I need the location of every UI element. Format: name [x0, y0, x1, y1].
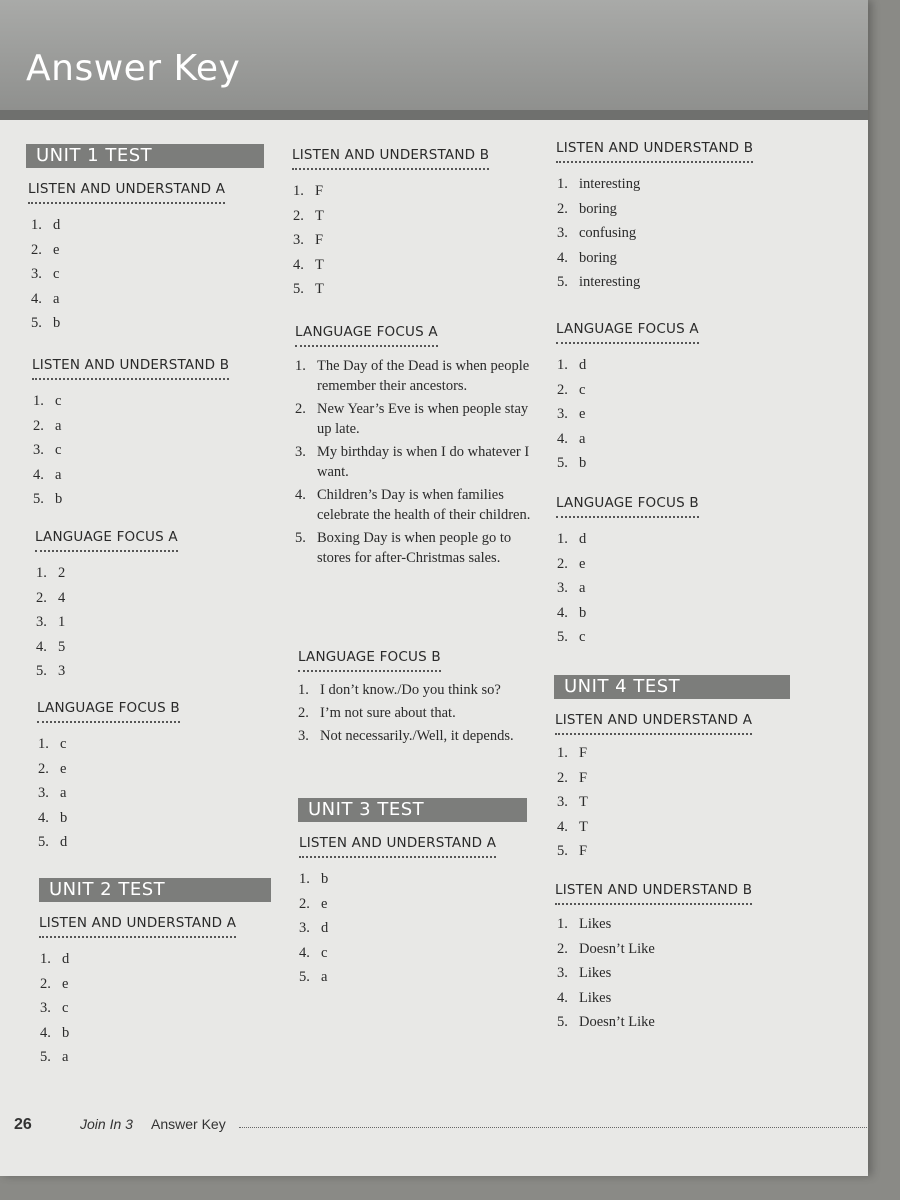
answer-item [298, 680, 534, 700]
unit-1-header: UNIT 1 TEST [26, 144, 264, 168]
answer-list [295, 356, 531, 568]
answer-text: c [53, 266, 60, 282]
answer-text: b [62, 1024, 70, 1041]
answer-item [557, 246, 753, 271]
answer-item [557, 427, 699, 452]
answer-item [293, 179, 489, 204]
answer-number: 3. [557, 225, 568, 241]
answer-item [557, 790, 752, 815]
answer-item [557, 937, 752, 962]
unit-4-listen-b [555, 881, 752, 1035]
answer-number: 2. [299, 895, 310, 912]
answer-number: 3. [298, 728, 309, 744]
answer-item [31, 262, 225, 287]
answer-text: d [60, 834, 68, 850]
answer-number: 1. [557, 531, 568, 547]
answer-item [557, 961, 752, 986]
unit-2-listen-a [39, 914, 236, 1070]
section-title: LISTEN AND UNDERSTAND A [39, 915, 236, 938]
answer-item [40, 1045, 236, 1070]
answer-item [295, 356, 531, 396]
answer-text: T [315, 207, 324, 224]
answer-number: 1. [557, 176, 568, 192]
answer-item [299, 965, 496, 990]
answer-item [295, 442, 531, 482]
unit-1-listen-a [28, 180, 225, 336]
answer-item [557, 270, 753, 295]
answer-text: New Year’s Eve is when people stay up late. [317, 401, 529, 437]
answer-number: 4. [557, 430, 568, 447]
unit-3-listen-a [299, 834, 496, 990]
answer-text: b [579, 455, 587, 471]
answer-text: a [579, 430, 586, 447]
answer-text: b [579, 604, 587, 621]
answer-item [36, 586, 178, 611]
section-title: LISTEN AND UNDERSTAND B [32, 357, 229, 380]
answer-text: Not necessarily./Well, it depends. [320, 728, 514, 744]
unit-3-language-b [556, 494, 699, 650]
answer-text: interesting [579, 176, 641, 192]
page-footer [14, 1114, 868, 1138]
answer-item [557, 741, 752, 766]
answer-number: 2. [557, 381, 568, 398]
answer-item [33, 414, 229, 439]
answer-item [33, 463, 229, 488]
answer-number: 1. [299, 871, 310, 887]
answer-text: 1 [58, 614, 66, 630]
answer-item [40, 972, 236, 997]
unit-3-header-wrap [298, 798, 527, 822]
answer-text: F [315, 232, 324, 248]
answer-item [38, 732, 180, 757]
answer-list [557, 353, 699, 476]
answer-number: 2. [557, 769, 568, 786]
section-title: LANGUAGE FOCUS A [295, 324, 438, 347]
answer-list [38, 732, 180, 855]
answer-item [293, 253, 489, 278]
answer-number: 5. [557, 1014, 568, 1030]
answer-item [36, 635, 178, 660]
answer-item [557, 576, 699, 601]
answer-text: d [579, 357, 587, 373]
answer-item [557, 601, 699, 626]
answer-text: F [579, 745, 588, 761]
answer-text: boring [579, 200, 617, 217]
answer-text: 2 [58, 565, 66, 581]
section-title: LISTEN AND UNDERSTAND A [299, 835, 496, 858]
answer-number: 4. [38, 809, 49, 826]
answer-item [299, 916, 496, 941]
answer-number: 4. [299, 944, 310, 961]
unit-1-header-wrap [26, 144, 264, 168]
answer-list [299, 867, 496, 990]
answer-text: Doesn’t Like [579, 940, 655, 957]
answer-list [557, 912, 752, 1035]
answer-text: 4 [58, 589, 66, 606]
answer-number: 2. [293, 207, 304, 224]
answer-number: 1. [557, 357, 568, 373]
section-title: LISTEN AND UNDERSTAND B [292, 147, 489, 170]
answer-text: Doesn’t Like [579, 1014, 655, 1030]
answer-item [557, 839, 752, 864]
answer-item [557, 172, 753, 197]
section-title: LANGUAGE FOCUS A [556, 321, 699, 344]
answer-text: F [579, 769, 588, 786]
answer-item [293, 277, 489, 302]
answer-number: 5. [31, 315, 42, 331]
answer-list [36, 561, 178, 684]
answer-number: 5. [38, 834, 49, 850]
answer-number: 2. [298, 705, 309, 721]
answer-list [557, 172, 753, 295]
answer-text: 3 [58, 663, 66, 679]
answer-item [38, 830, 180, 855]
answer-item [295, 528, 531, 568]
answer-number: 3. [31, 266, 42, 282]
answer-number: 2. [40, 975, 51, 992]
answer-text: Children’s Day is when families celebrate the health of their children. [317, 487, 531, 523]
section-title: LANGUAGE FOCUS B [37, 700, 180, 723]
answer-item [293, 204, 489, 229]
answer-text: e [579, 555, 586, 572]
answer-number: 3. [299, 920, 310, 936]
answer-number: 4. [36, 638, 47, 655]
answer-number: 2. [557, 200, 568, 217]
answer-item [557, 197, 753, 222]
answer-number: 5. [36, 663, 47, 679]
banner-stripe [0, 110, 868, 120]
answer-text: The Day of the Dead is when people remember their ancestors. [317, 358, 530, 394]
unit-4-header-wrap [554, 675, 790, 699]
answer-text: b [53, 315, 61, 331]
answer-number: 1. [31, 217, 42, 233]
answer-text: c [321, 944, 328, 961]
answer-text: c [579, 629, 586, 645]
answer-text: F [315, 183, 324, 199]
answer-item [293, 228, 489, 253]
answer-number: 3. [557, 406, 568, 422]
answer-number: 2. [557, 555, 568, 572]
answer-number: 3. [293, 232, 304, 248]
answer-text: e [60, 760, 67, 777]
answer-text: Likes [579, 989, 612, 1006]
answer-number: 5. [293, 281, 304, 297]
title-banner [0, 0, 868, 110]
answer-text: d [579, 531, 587, 547]
answer-text: I’m not sure about that. [320, 705, 456, 721]
answer-item [557, 625, 699, 650]
answer-text: c [55, 442, 62, 458]
answer-number: 3. [38, 785, 49, 801]
answer-item [38, 781, 180, 806]
answer-number: 3. [557, 965, 568, 981]
answer-text: d [321, 920, 329, 936]
answer-text: e [321, 895, 328, 912]
answer-number: 4. [557, 604, 568, 621]
answer-number: 1. [33, 393, 44, 409]
answer-item [557, 221, 753, 246]
answer-number: 5. [557, 629, 568, 645]
answer-number: 1. [298, 682, 309, 698]
answer-item [557, 815, 752, 840]
answer-item [299, 941, 496, 966]
answer-number: 3. [36, 614, 47, 630]
answer-text: e [62, 975, 69, 992]
answer-text: 5 [58, 638, 66, 655]
answer-text: c [55, 393, 62, 409]
answer-text: T [315, 256, 324, 273]
answer-text: e [579, 406, 586, 422]
answer-item [557, 451, 699, 476]
footer-label: Answer Key [151, 1116, 226, 1132]
footer-dotted-rule [239, 1127, 868, 1128]
answer-number: 2. [38, 760, 49, 777]
answer-number: 5. [299, 969, 310, 985]
answer-number: 1. [36, 565, 47, 581]
answer-item [557, 766, 752, 791]
answer-list [557, 741, 752, 864]
unit-1-language-b [37, 699, 180, 855]
answer-number: 2. [33, 417, 44, 434]
unit-2-header-wrap [39, 878, 271, 902]
answer-item [557, 378, 699, 403]
answer-text: T [315, 281, 324, 297]
answer-item [36, 659, 178, 684]
answer-text: Likes [579, 965, 612, 981]
unit-2-listen-b [292, 146, 489, 302]
answer-text: F [579, 843, 588, 859]
answer-number: 1. [293, 183, 304, 199]
answer-item [40, 996, 236, 1021]
unit-1-language-a [35, 528, 178, 684]
section-title: LANGUAGE FOCUS B [298, 649, 441, 672]
answer-item [38, 806, 180, 831]
answer-text: a [55, 466, 62, 483]
unit-2-language-a [295, 323, 531, 571]
answer-text: a [62, 1049, 69, 1065]
answer-text: a [55, 417, 62, 434]
answer-number: 4. [557, 818, 568, 835]
answer-text: d [53, 217, 61, 233]
page-title: Answer Key [26, 48, 241, 89]
answer-list [557, 527, 699, 650]
unit-3-listen-b [556, 139, 753, 295]
answer-number: 1. [557, 916, 568, 932]
answer-text: c [60, 736, 67, 752]
answer-text: a [321, 969, 328, 985]
answer-item [40, 947, 236, 972]
answer-item [557, 402, 699, 427]
answer-number: 5. [557, 274, 568, 290]
answer-text: T [579, 818, 588, 835]
answer-number: 4. [557, 249, 568, 266]
answer-item [557, 527, 699, 552]
answer-list [293, 179, 489, 302]
section-title: LISTEN AND UNDERSTAND B [556, 140, 753, 163]
answer-number: 2. [557, 940, 568, 957]
answer-number: 3. [295, 444, 306, 460]
answer-item [557, 912, 752, 937]
answer-number: 1. [295, 358, 306, 374]
answer-item [33, 487, 229, 512]
answer-item [33, 389, 229, 414]
answer-text: b [321, 871, 329, 887]
unit-1-listen-b [32, 356, 229, 512]
unit-2-header: UNIT 2 TEST [39, 878, 271, 902]
answer-text: e [53, 241, 60, 258]
answer-number: 4. [31, 290, 42, 307]
section-title: LISTEN AND UNDERSTAND B [555, 882, 752, 905]
answer-number: 4. [557, 989, 568, 1006]
answer-number: 3. [557, 794, 568, 810]
answer-number: 4. [40, 1024, 51, 1041]
answer-number: 4. [293, 256, 304, 273]
unit-4-listen-a [555, 711, 752, 864]
answer-number: 2. [36, 589, 47, 606]
answer-list [31, 213, 225, 336]
answer-number: 1. [38, 736, 49, 752]
answer-list [40, 947, 236, 1070]
answer-item [295, 485, 531, 525]
answer-number: 5. [557, 455, 568, 471]
page-number: 26 [14, 1116, 32, 1133]
answer-text: interesting [579, 274, 641, 290]
answer-number: 3. [40, 1000, 51, 1016]
answer-item [557, 986, 752, 1011]
answer-item [38, 757, 180, 782]
answer-text: T [579, 794, 588, 810]
answer-item [36, 610, 178, 635]
answer-number: 2. [31, 241, 42, 258]
answer-number: 2. [295, 401, 306, 417]
answer-number: 5. [40, 1049, 51, 1065]
answer-number: 3. [33, 442, 44, 458]
answer-number: 4. [33, 466, 44, 483]
answer-item [557, 353, 699, 378]
answer-number: 5. [557, 843, 568, 859]
answer-number: 3. [557, 580, 568, 596]
answer-item [33, 438, 229, 463]
section-title: LISTEN AND UNDERSTAND A [28, 181, 225, 204]
answer-text: c [579, 381, 586, 398]
answer-item [36, 561, 178, 586]
answer-item [295, 399, 531, 439]
answer-item [31, 238, 225, 263]
answer-item [40, 1021, 236, 1046]
answer-item [298, 703, 534, 723]
section-title: LANGUAGE FOCUS A [35, 529, 178, 552]
answer-text: c [62, 1000, 69, 1016]
answer-text: a [53, 290, 60, 307]
section-title: LISTEN AND UNDERSTAND A [555, 712, 752, 735]
answer-number: 5. [295, 530, 306, 546]
answer-number: 1. [40, 951, 51, 967]
answer-item [299, 892, 496, 917]
answer-item [298, 726, 534, 746]
answer-text: Boxing Day is when people go to stores for after-Christmas sales. [317, 530, 512, 566]
answer-item [31, 213, 225, 238]
answer-item [299, 867, 496, 892]
answer-number: 1. [557, 745, 568, 761]
unit-3-language-a [556, 320, 699, 476]
answer-text: confusing [579, 225, 637, 241]
answer-list [298, 680, 534, 746]
answer-text: a [579, 580, 586, 596]
answer-text: b [60, 809, 68, 826]
answer-text: boring [579, 249, 617, 266]
answer-text: d [62, 951, 70, 967]
answer-number: 4. [295, 487, 306, 503]
unit-3-header: UNIT 3 TEST [298, 798, 527, 822]
answer-item [557, 552, 699, 577]
answer-text: b [55, 491, 63, 507]
answer-item [31, 311, 225, 336]
answer-list [33, 389, 229, 512]
answer-text: I don’t know./Do you think so? [320, 682, 501, 698]
answer-text: My birthday is when I do whatever I want. [317, 444, 530, 480]
answer-text: a [60, 785, 67, 801]
section-title: LANGUAGE FOCUS B [556, 495, 699, 518]
book-title: Join In 3 [80, 1116, 133, 1132]
unit-2-language-b [298, 648, 534, 749]
answer-item [31, 287, 225, 312]
answer-text: Likes [579, 916, 612, 932]
answer-item [557, 1010, 752, 1035]
answer-number: 5. [33, 491, 44, 507]
unit-4-header: UNIT 4 TEST [554, 675, 790, 699]
